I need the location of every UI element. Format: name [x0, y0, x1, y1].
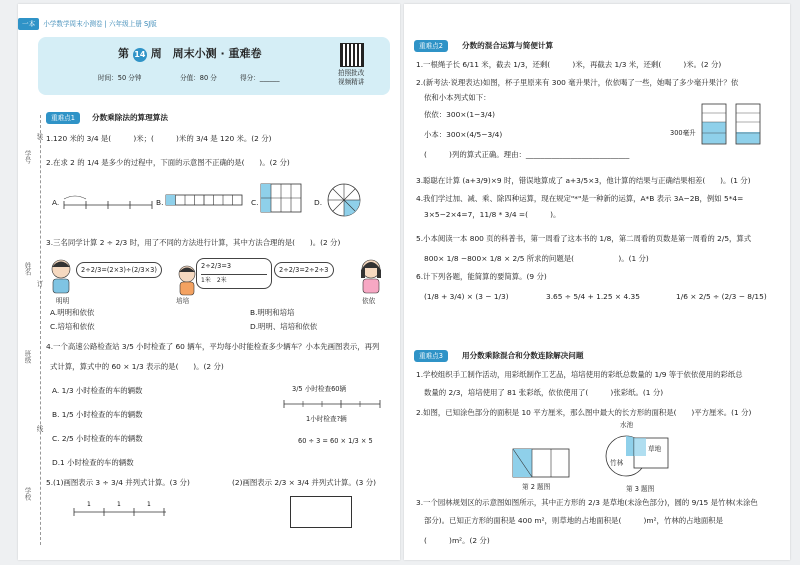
section1-title: 分数乘除法的算理算法: [92, 113, 168, 122]
q3-bubble-yiyi: 2÷2/3=2÷2÷3: [274, 262, 334, 278]
right-q5-line2: 800× 1/8 −800× 1/8 × 2/5 所求的问题是( )。(1 分): [424, 254, 649, 263]
right-q4-line2: 3×5−2×4=7，11/8 * 3/4 =( )。: [424, 210, 561, 219]
q2-figure-b: [165, 193, 245, 213]
title-banner: [38, 37, 390, 95]
margin-xian: 线: [35, 425, 43, 432]
q6-item-2: 3.65 ÷ 5/4 + 1.25 × 4.35: [546, 292, 640, 301]
margin-name: 姓名: [23, 262, 31, 276]
kid-peipei-avatar: [176, 264, 198, 300]
left-q5-part2: (2)画图表示 2/3 × 3/4 并列式计算。(3 分): [232, 478, 376, 487]
section3-tag: 重难点3: [414, 350, 448, 362]
cup-label: 300毫升: [670, 129, 696, 137]
q2-option-a[interactable]: A.: [52, 198, 60, 207]
right-q6: 6.计下列各题，能简算的要简算。(9 分): [416, 272, 547, 281]
right-q2-yiyi: 依依：300×(1−3/4): [424, 110, 496, 119]
q5-number-line: [72, 498, 168, 528]
section2-title: 分数的混合运算与简便计算: [462, 41, 554, 50]
title-text: 周 周末小测 · 重难卷: [150, 47, 262, 60]
right-p3-line1: 3.一个园林规划区的示意图如图所示，其中正方形的 2/3 是草地(未涂色部分)，圆的 9/15 是竹林(未涂色: [416, 498, 758, 507]
kid-name-yiyi: 依依: [362, 297, 376, 305]
q3-bubble-mingming: 2÷2/3=(2×3)÷(2/3×3): [76, 262, 162, 278]
kid-yiyi-avatar: [358, 258, 384, 298]
qr-code-icon[interactable]: [340, 43, 364, 67]
q4-option-d[interactable]: D.1 小时检查的车的辆数: [52, 458, 134, 467]
p3-caption: 第 3 题图: [626, 485, 655, 493]
q4-option-b[interactable]: B. 1/5 小时检查的车的辆数: [52, 410, 143, 419]
left-q2: 2.在求 2 的 1/4 是多少的过程中，下面的示意图不正确的是( )。(2 分): [46, 158, 290, 167]
p2-caption: 第 2 题图: [522, 483, 551, 491]
q6-item-1: (1/8 + 3/4) × (3 − 1/3): [424, 292, 509, 301]
q2-figure-d: [326, 182, 362, 222]
q4-figure-bar: [282, 396, 382, 416]
kid-mingming-avatar: [48, 258, 74, 298]
right-q2-answer: ( )列的算式正确。理由：____________________________: [424, 150, 630, 159]
label-pond: 水池: [620, 421, 634, 429]
right-p2: 2.如图，已知涂色部分的面积是 10 平方厘米，那么图中最大的长方形的面积是( )平方厘米。(1 分): [416, 408, 752, 417]
left-q4-line1: 4.一个高速公路检查站 3/5 小时检查了 60 辆车，平均每小时能检查多少辆车？小本先画图表示，再列: [46, 342, 380, 351]
cup-figure-full: [700, 102, 730, 150]
series-name: 小学数学周末小测卷: [43, 20, 103, 28]
section1-tag: 重难点1: [46, 112, 80, 124]
section2-tag: 重难点2: [414, 40, 448, 52]
right-p1-line2: 数量的 2/3，培培使用了 81 张彩纸，依依使用了( )张彩纸。(1 分): [424, 388, 664, 397]
page-title: 第 14 周 周末小测 · 重难卷: [118, 47, 262, 60]
q3-option-d[interactable]: D.明明、培培和依依: [250, 322, 318, 331]
kid-name-peipei: 培培: [176, 297, 190, 305]
margin-class: 班级: [23, 350, 31, 364]
right-q2-xiaoben: 小本：300×(4/5−3/4): [424, 130, 503, 139]
right-p1-line1: 1.学校组织手工制作活动，用彩纸制作工艺品，培培使用的彩纸总数量的 1/9 等于依依使用的彩纸总: [416, 370, 743, 379]
q3-option-a[interactable]: A.明明和依依: [50, 308, 95, 317]
margin-ding: 订: [35, 280, 43, 287]
qr-caption-1: 拍照批改: [338, 69, 365, 77]
right-q2-line1: 2.(新考法·说理表达)如图，杯子里原来有 300 毫升果汁，依依喝了一些，她喝了多少毫升果汁？依: [416, 78, 739, 87]
time-label: 时间：50 分钟: [98, 74, 142, 82]
q3-bubble-peipei: [196, 258, 272, 289]
right-q5-line1: 5.小本阅读一本 800 页的科普书，第一周看了这本书的 1/8，第二周看的页数是第一周看的 2/5，算式: [416, 234, 752, 243]
q3-bubble-peipei-bar: 1米 2米: [201, 274, 267, 286]
series-header: 一本 小学数学周末小测卷 | 六年级上册 SJ版: [18, 18, 157, 30]
right-q3: 3.聪聪在计算 (a+3/9)×9 时，错误地算成了 a+3/5×3，他计算的结果与正确结果相差( )。(1 分): [416, 176, 751, 185]
svg-text:1: 1: [117, 501, 121, 508]
right-q2-line2: 依和小本列式如下：: [424, 93, 491, 102]
right-p3-line2: 部分)。已知正方形的面积是 400 m²，则草地的占地面积是( )m²，竹林的占地面积是: [424, 516, 724, 525]
q6-item-3: 1/6 × 2/5 ÷ (2/3 − 8/15): [676, 292, 767, 301]
week-number: 14: [133, 48, 147, 62]
label-grass: 草地: [648, 445, 662, 453]
q4-figure-formula: 60 ÷ 3 = 60 × 1/3 × 5: [298, 437, 373, 445]
left-q1: 1.120 米的 3/4 是( )米；( )米的 3/4 是 120 米。(2 分): [46, 134, 272, 143]
cup-figure-after: [734, 102, 764, 150]
p3-garden-figure: [604, 428, 674, 486]
q4-option-c[interactable]: C. 2/5 小时检查的车的辆数: [52, 434, 143, 443]
binding-line: [40, 115, 41, 545]
q4-figure-label-bottom: 1小时检查?辆: [306, 415, 347, 423]
margin-student-id: 学号: [23, 150, 31, 164]
q4-figure-label-top: 3/5 小时检查60辆: [292, 385, 347, 393]
q2-option-d[interactable]: D.: [314, 198, 323, 207]
left-q4-line2: 式计算，算式中的 60 × 1/3 表示的是( )。(2 分): [50, 362, 224, 371]
score-label: 分值：80 分: [180, 74, 217, 82]
q2-figure-a: [62, 193, 154, 217]
right-q4-line1: 4.我们学过加、减、乘、除四种运算，现在规定"*"是一种新的运算，A*B 表示 3A−2B，例如 5*4=: [416, 194, 744, 203]
label-bamboo: 竹林: [610, 459, 624, 467]
q2-figure-c: [260, 183, 304, 219]
right-p3-line3: ( )m²。(2 分): [424, 536, 490, 545]
q5-answer-box[interactable]: [290, 496, 352, 528]
grade-label: 六年级上册 SJ版: [108, 20, 157, 28]
qr-caption-2: 视频精讲: [338, 78, 365, 86]
brand-badge: 一本: [18, 18, 39, 30]
q3-option-c[interactable]: C.培培和依依: [50, 322, 95, 331]
left-q5-part1: 5.(1)画图表示 3 ÷ 3/4 并列式计算。(3 分): [46, 478, 190, 487]
svg-text:1: 1: [147, 501, 151, 508]
margin-school: 学校: [23, 487, 31, 501]
p2-shaded-rect-figure: [512, 448, 572, 484]
got-score-label: 得分：______: [240, 74, 280, 82]
q3-bubble-peipei-text: 2÷2/3=3: [201, 262, 232, 270]
q3-option-b[interactable]: B.明明和培培: [250, 308, 295, 317]
right-q1: 1.一根绳子长 6/11 米，截去 1/3，还剩( )米，再截去 1/3 米，还剩( )米。(2 分): [416, 60, 722, 69]
kid-name-mingming: 明明: [56, 297, 70, 305]
left-q3: 3.三名同学计算 2 ÷ 2/3 时，用了不同的方法进行计算，其中方法合理的是( )。(2 分): [46, 238, 341, 247]
q2-option-b[interactable]: B.: [156, 198, 164, 207]
section3-title: 用分数乘除混合和分数连除解决问题: [462, 351, 584, 360]
svg-text:1: 1: [87, 501, 91, 508]
q2-option-c[interactable]: C.: [251, 198, 259, 207]
margin-zhuang: 装: [35, 133, 43, 140]
q4-option-a[interactable]: A. 1/3 小时检查的车的辆数: [52, 386, 143, 395]
